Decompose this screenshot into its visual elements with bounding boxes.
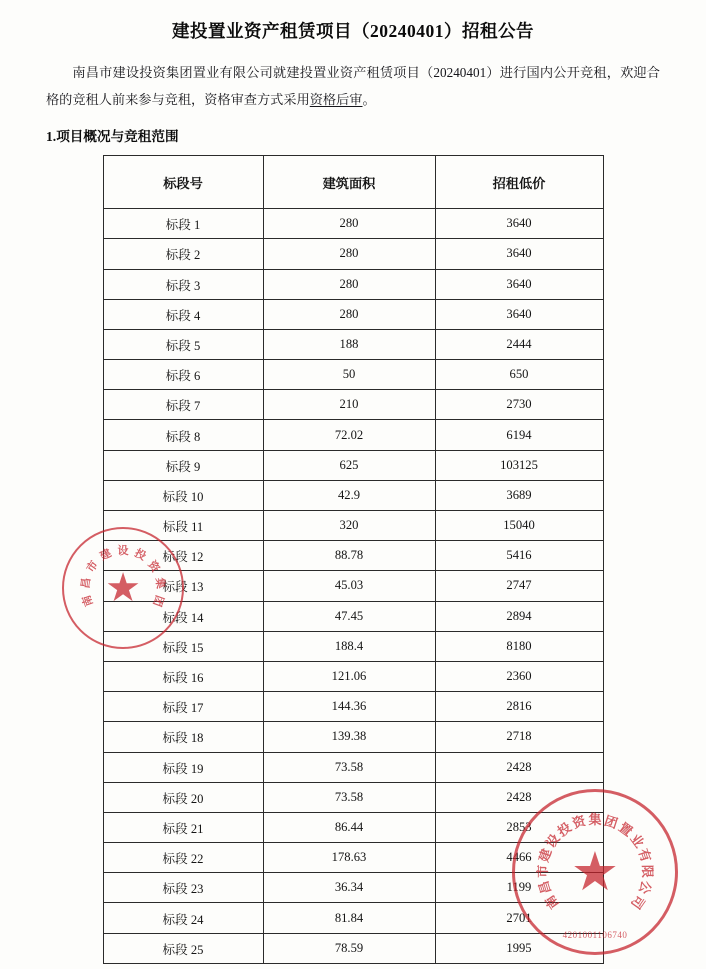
cell-area: 280	[263, 209, 435, 239]
cell-area: 86.44	[263, 812, 435, 842]
table-row	[103, 541, 603, 571]
table-row	[103, 571, 603, 601]
cell-price: 103125	[435, 450, 603, 480]
star-icon: ★	[570, 842, 620, 902]
lot-table	[103, 155, 604, 964]
intro-paragraph-tail: 。	[362, 92, 376, 108]
cell-area: 139.38	[263, 722, 435, 752]
cell-lot: 标段 9	[103, 450, 263, 480]
cell-price: 3640	[435, 209, 603, 239]
cell-area: 280	[263, 269, 435, 299]
cell-lot: 标段 24	[103, 903, 263, 933]
table-row	[103, 661, 603, 691]
cell-area: 178.63	[263, 843, 435, 873]
cell-area: 320	[263, 511, 435, 541]
table-row	[103, 873, 603, 903]
cell-price: 2444	[435, 329, 603, 359]
intro-paragraph-underline: 资格后审	[309, 92, 363, 108]
seal-right-ring-text: 南 昌 市 建 设 投 资 集 团 置 业 有 限 公 司	[534, 812, 656, 912]
cell-area: 73.58	[263, 782, 435, 812]
star-icon: ★	[105, 565, 141, 610]
cell-price: 2428	[435, 782, 603, 812]
intro-paragraph	[46, 59, 660, 113]
cell-price: 2428	[435, 752, 603, 782]
table-row	[103, 511, 603, 541]
table-row	[103, 420, 603, 450]
table-row	[103, 269, 603, 299]
table-row	[103, 812, 603, 842]
column-header-price: 招租低价	[435, 156, 603, 209]
cell-area: 88.78	[263, 541, 435, 571]
column-header-lot: 标段号	[103, 156, 263, 209]
cell-lot: 标段 6	[103, 360, 263, 390]
table-row	[103, 329, 603, 359]
cell-lot: 标段 11	[103, 511, 263, 541]
cell-area: 45.03	[263, 571, 435, 601]
cell-price: 3689	[435, 480, 603, 510]
section-heading-1: 1.项目概况与竞租范围	[46, 129, 179, 145]
cell-area: 36.34	[263, 873, 435, 903]
cell-lot: 标段 18	[103, 722, 263, 752]
cell-price: 2853	[435, 812, 603, 842]
page-title: 建投置业资产租赁项目（20240401）招租公告	[172, 21, 534, 41]
cell-lot: 标段 1	[103, 209, 263, 239]
cell-lot: 标段 15	[103, 631, 263, 661]
cell-area: 73.58	[263, 752, 435, 782]
cell-price: 3640	[435, 239, 603, 269]
table-row	[103, 480, 603, 510]
cell-area: 72.02	[263, 420, 435, 450]
cell-price: 1995	[435, 933, 603, 963]
cell-lot: 标段 23	[103, 873, 263, 903]
cell-lot: 标段 20	[103, 782, 263, 812]
cell-price: 2747	[435, 571, 603, 601]
cell-price: 8180	[435, 631, 603, 661]
table-row	[103, 692, 603, 722]
cell-area: 210	[263, 390, 435, 420]
table-row	[103, 450, 603, 480]
seal-left-ring-text: 南 昌 市 建 设 投 资 集 团	[79, 545, 167, 608]
cell-area: 144.36	[263, 692, 435, 722]
cell-price: 2816	[435, 692, 603, 722]
intro-paragraph-text: 南昌市建设投资集团置业有限公司就建投置业资产租赁项目（20240401）进行国内公开竞租，欢迎合格的竞租人前来参与竞租，资格审查方式采用	[46, 65, 660, 108]
table-row	[103, 239, 603, 269]
cell-area: 625	[263, 450, 435, 480]
cell-price: 2730	[435, 390, 603, 420]
cell-price: 650	[435, 360, 603, 390]
cell-lot: 标段 21	[103, 812, 263, 842]
cell-lot: 标段 22	[103, 843, 263, 873]
cell-price: 3640	[435, 299, 603, 329]
table-row	[103, 209, 603, 239]
cell-price: 2718	[435, 722, 603, 752]
cell-price: 3640	[435, 269, 603, 299]
cell-lot: 标段 19	[103, 752, 263, 782]
cell-lot: 标段 17	[103, 692, 263, 722]
cell-price: 15040	[435, 511, 603, 541]
table-row	[103, 933, 603, 963]
cell-lot: 标段 13	[103, 571, 263, 601]
cell-lot: 标段 5	[103, 329, 263, 359]
cell-price: 4466	[435, 843, 603, 873]
table-row	[103, 903, 603, 933]
cell-area: 280	[263, 299, 435, 329]
cell-area: 188	[263, 329, 435, 359]
table-row	[103, 722, 603, 752]
cell-price: 2701	[435, 903, 603, 933]
cell-price: 2360	[435, 661, 603, 691]
cell-lot: 标段 10	[103, 480, 263, 510]
cell-lot: 标段 25	[103, 933, 263, 963]
cell-price: 6194	[435, 420, 603, 450]
table-row	[103, 299, 603, 329]
cell-lot: 标段 8	[103, 420, 263, 450]
cell-area: 81.84	[263, 903, 435, 933]
seal-registration-number: 4201001106740	[562, 930, 628, 940]
table-row	[103, 390, 603, 420]
table-row	[103, 631, 603, 661]
table-row	[103, 360, 603, 390]
table-row	[103, 752, 603, 782]
table-body	[103, 209, 603, 964]
cell-area: 188.4	[263, 631, 435, 661]
column-header-area: 建筑面积	[263, 156, 435, 209]
table-header-row	[103, 156, 603, 209]
cell-lot: 标段 2	[103, 239, 263, 269]
cell-price: 1199	[435, 873, 603, 903]
cell-lot: 标段 16	[103, 661, 263, 691]
cell-area: 47.45	[263, 601, 435, 631]
table-row	[103, 843, 603, 873]
table-row	[103, 782, 603, 812]
cell-area: 121.06	[263, 661, 435, 691]
cell-lot: 标段 14	[103, 601, 263, 631]
cell-area: 42.9	[263, 480, 435, 510]
table-row	[103, 601, 603, 631]
cell-lot: 标段 12	[103, 541, 263, 571]
cell-area: 50	[263, 360, 435, 390]
cell-lot: 标段 3	[103, 269, 263, 299]
cell-area: 78.59	[263, 933, 435, 963]
cell-lot: 标段 7	[103, 390, 263, 420]
cell-price: 2894	[435, 601, 603, 631]
cell-lot: 标段 4	[103, 299, 263, 329]
cell-price: 5416	[435, 541, 603, 571]
cell-area: 280	[263, 239, 435, 269]
